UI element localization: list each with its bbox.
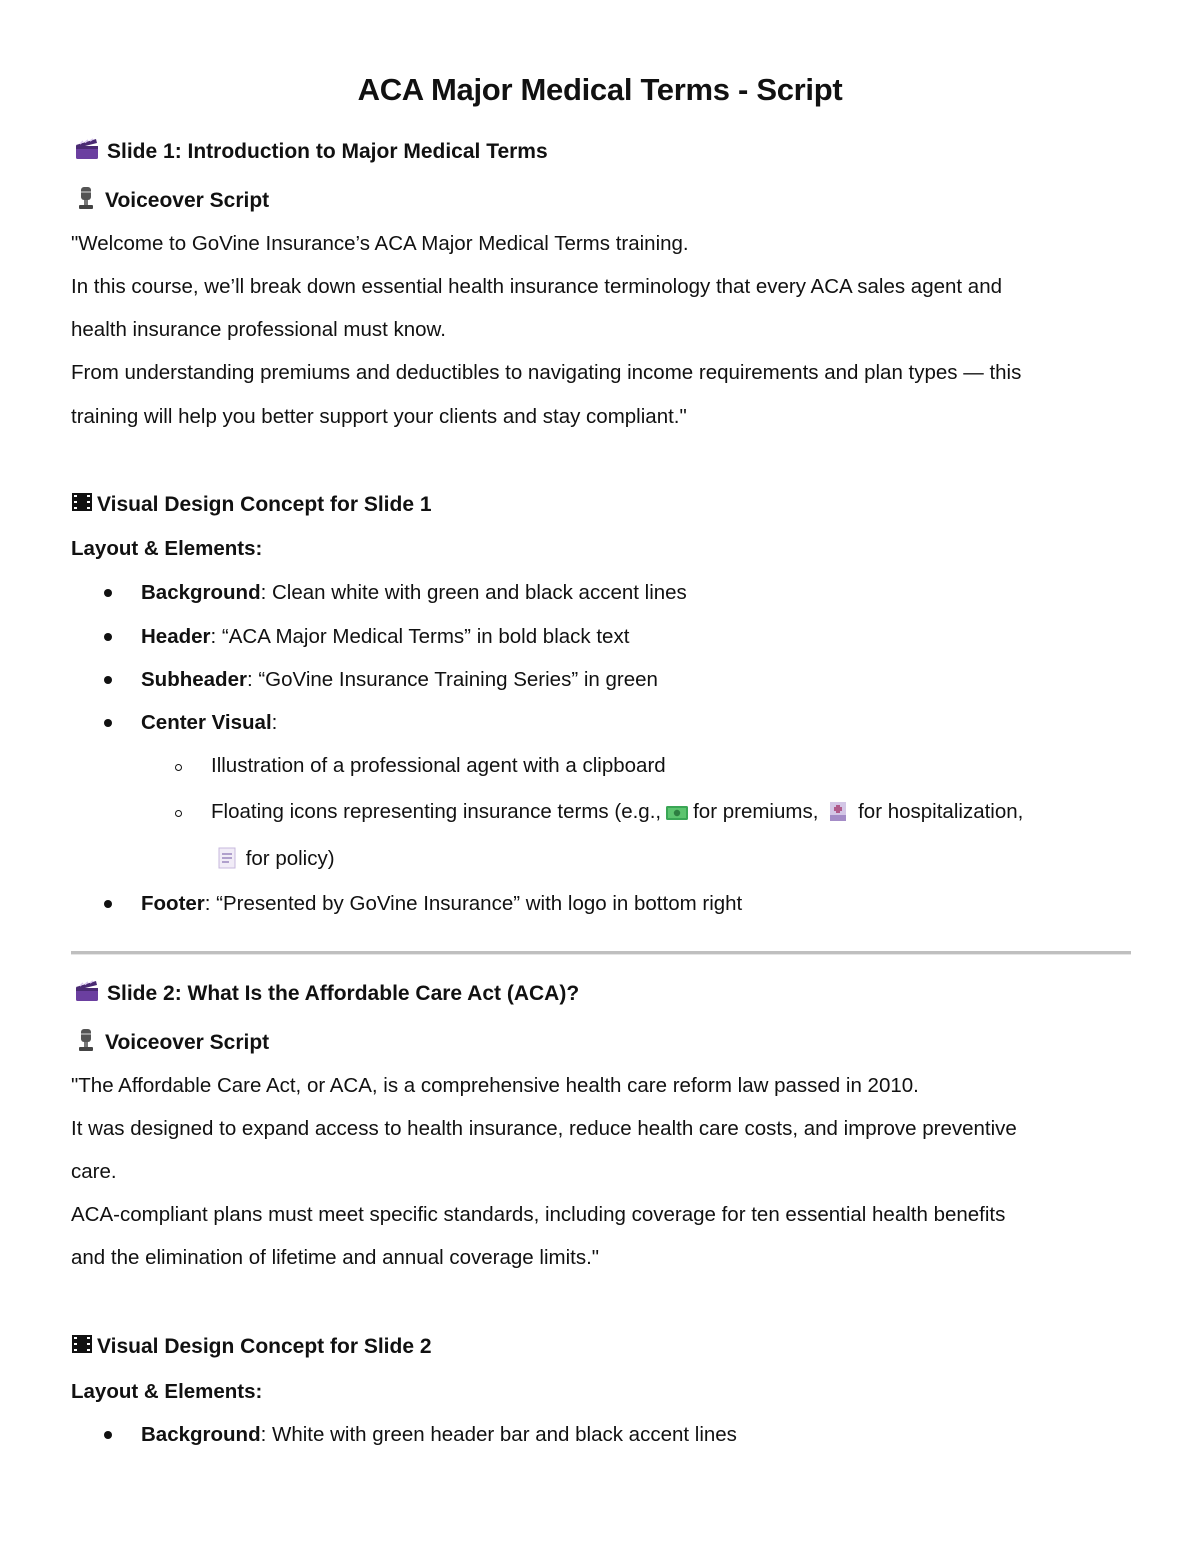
slide-2-heading-text: Slide 2: What Is the Affordable Care Act (ACA)? — [107, 982, 580, 1006]
sub-bullet-marker — [175, 764, 185, 774]
slide-1-voiceover-line-5: training will help you better support your clients and stay compliant." — [71, 405, 687, 428]
slide-1-voiceover-line-2: In this course, we’ll break down essential health insurance terminology that every ACA sales agent and — [71, 275, 1002, 298]
bullet-marker — [104, 633, 114, 643]
slide-1-bullet-subheader — [141, 667, 658, 693]
slide-1-voiceover-line-3: health insurance professional must know. — [71, 318, 446, 341]
slide-1-sub-bullet-2-cont — [218, 846, 335, 876]
slide-1-visual-heading-text: Visual Design Concept for Slide 1 — [97, 493, 432, 517]
film-frames-icon — [71, 492, 93, 519]
bullet-label: Background — [141, 1423, 261, 1446]
sub-bullet-text: for premiums, — [693, 800, 819, 823]
slide-2-bullet-background — [141, 1422, 737, 1448]
slide-2-visual-heading-text: Visual Design Concept for Slide 2 — [97, 1335, 432, 1359]
slide-2-voiceover-heading — [75, 1028, 1135, 1059]
bullet-label: Subheader — [141, 668, 247, 691]
bullet-marker — [104, 719, 114, 729]
document-title: ACA Major Medical Terms - Script — [357, 72, 843, 107]
sub-bullet-text: for hospitalization, — [858, 800, 1024, 823]
bullet-marker — [104, 589, 114, 599]
sub-bullet-text: Floating icons representing insurance terms (e.g., — [211, 800, 662, 823]
clapperboard-icon — [75, 980, 99, 1009]
clapperboard-icon — [75, 138, 99, 167]
slide-1-voiceover-heading — [75, 186, 1135, 217]
slide-2-layout-heading: Layout & Elements: — [71, 1380, 263, 1403]
slide-1-bullet-header — [141, 624, 629, 650]
bullet-label: Footer — [141, 892, 205, 915]
bullet-text: : “Presented by GoVine Insurance” with logo in bottom right — [204, 892, 743, 915]
slide-1-voiceover-line-4: From understanding premiums and deductibles to navigating income requirements and plan types — this — [71, 361, 1022, 384]
bullet-label: Header — [141, 625, 211, 648]
slide-1-layout-heading: Layout & Elements: — [71, 537, 263, 560]
microphone-icon — [75, 186, 97, 217]
bullet-marker — [104, 676, 114, 686]
sub-bullet-marker — [175, 810, 185, 820]
microphone-icon — [75, 1028, 97, 1059]
bullet-marker — [104, 900, 114, 910]
slide-2-voiceover-line-2: It was designed to expand access to health insurance, reduce health care costs, and improve preventive — [71, 1117, 1017, 1140]
slide-2-voiceover-heading-text: Voiceover Script — [105, 1031, 270, 1055]
bullet-text: : Clean white with green and black accent lines — [260, 581, 687, 604]
money-icon — [665, 803, 689, 829]
slide-2-voiceover-line-5: and the elimination of lifetime and annual coverage limits." — [71, 1246, 600, 1269]
bullet-marker — [104, 1431, 114, 1441]
sub-bullet-text: for policy) — [245, 847, 335, 870]
slide-1-sub-bullet-2 — [211, 799, 1023, 829]
hospital-icon — [828, 800, 848, 829]
slide-2-voiceover-line-4: ACA-compliant plans must meet specific standards, including coverage for ten essential health benefits — [71, 1203, 1006, 1226]
slide-1-voiceover-line-1: "Welcome to GoVine Insurance’s ACA Major Medical Terms training. — [71, 232, 689, 255]
slide-1-voiceover-heading-text: Voiceover Script — [105, 189, 270, 213]
slide-2-visual-heading — [71, 1334, 1131, 1361]
section-divider — [71, 951, 1131, 955]
slide-1-bullet-background — [141, 580, 687, 606]
film-frames-icon — [71, 1334, 93, 1361]
bullet-label: Background — [141, 581, 261, 604]
slide-1-bullet-footer — [141, 891, 742, 917]
slide-1-sub-bullet-1: Illustration of a professional agent with a clipboard — [211, 754, 666, 777]
slide-1-bullet-center-visual — [141, 710, 277, 736]
bullet-text: : “GoVine Insurance Training Series” in green — [246, 668, 658, 691]
slide-2-voiceover-line-3: care. — [71, 1160, 117, 1183]
bullet-text: : White with green header bar and black accent lines — [260, 1423, 737, 1446]
bullet-text: : — [271, 711, 278, 734]
bullet-label: Center Visual — [141, 711, 272, 734]
document-icon — [218, 847, 236, 876]
bullet-text: : “ACA Major Medical Terms” in bold black text — [210, 625, 630, 648]
slide-2-voiceover-line-1: "The Affordable Care Act, or ACA, is a comprehensive health care reform law passed in 2010. — [71, 1074, 919, 1097]
slide-1-visual-heading — [71, 492, 1131, 519]
slide-1-heading-text: Slide 1: Introduction to Major Medical Terms — [107, 140, 548, 164]
slide-1-heading — [75, 138, 1135, 167]
slide-2-heading — [75, 980, 1135, 1009]
